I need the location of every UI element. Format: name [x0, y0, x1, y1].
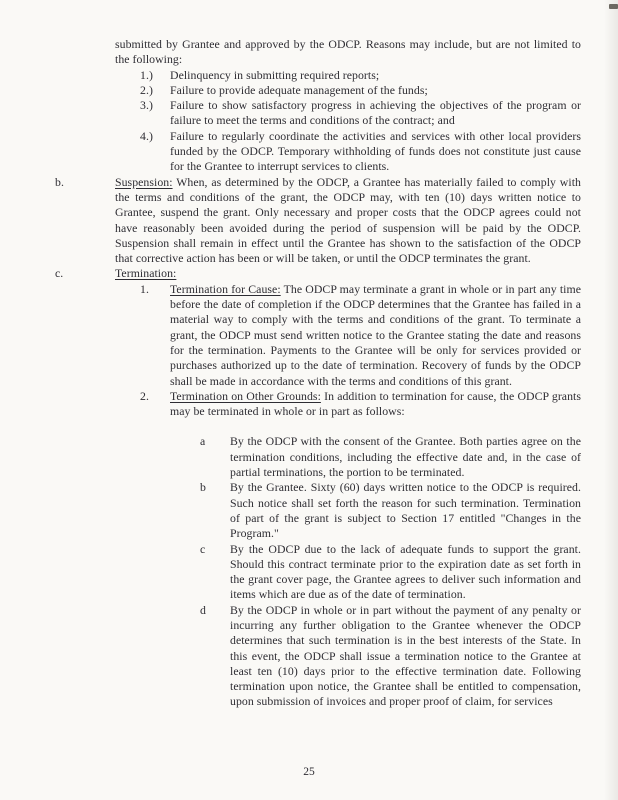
termination-cause-heading: Termination for Cause:	[170, 281, 281, 296]
list-marker: 1.)	[140, 67, 153, 82]
list-item-text: By the ODCP with the consent of the Grantee. Both parties agree on the termination conditions, including the effective date and, in the case of partial terminations, the portion to be terminated.	[230, 434, 581, 480]
list-item-text: By the ODCP in whole or in part without the payment of any penalty or incurring any further obligation to the Grantee whenever the ODCP determines that such termination is in the best interests of the State. In this event, the ODCP shall issue a termination notice to the Grantee at least ten (10) days prior to the effective termination date. Following termination upon notice, the Grantee shall be entitled to compensation, upon submission of invoices and proper proof of claim, for services	[230, 602, 581, 709]
scan-artifact	[609, 4, 618, 9]
list-item	[200, 542, 581, 603]
list-item-text: Failure to show satisfactory progress in achieving the objectives of the program or failure to meet the terms and conditions of the contract; and	[170, 98, 581, 128]
list-marker: c	[200, 541, 206, 556]
list-item-text	[170, 389, 581, 420]
list-item	[140, 98, 581, 129]
document-body	[55, 37, 582, 710]
list-item	[200, 603, 581, 710]
suspension-text: When, as determined by the ODCP, a Grantee has materially failed to comply with the terms and conditions of the grant, the ODCP may, with ten (10) days written notice to Grantee, suspend the grant. Only necessary and proper costs that the ODCP agrees could not have reasonably been avoided during the period of suspension will be paid by the ODCP. Suspension shall remain in effect until the Grantee has shown to the satisfaction of the ODCP that corrective action has been or will be taken, or until the ODCP terminates the grant.	[115, 174, 581, 266]
list-item	[140, 68, 581, 83]
reasons-list	[140, 68, 581, 175]
scan-edge-shade	[604, 0, 618, 800]
section-marker: b.	[55, 174, 64, 189]
list-item-text: Failure to provide adequate management of the funds;	[170, 82, 428, 97]
termination-other-text: In addition to termination for cause, the ODCP grants may be terminated in whole or in part as follows:	[170, 388, 582, 419]
list-item-text	[170, 282, 581, 389]
termination-other-heading: Termination on Other Grounds:	[170, 388, 321, 403]
termination-heading: Termination:	[115, 266, 177, 281]
termination-list	[140, 282, 581, 420]
section-termination	[55, 266, 582, 709]
list-marker: b	[200, 480, 206, 495]
page-number: 25	[303, 765, 315, 778]
termination-heading-line	[115, 266, 581, 281]
list-item-text: By the ODCP due to the lack of adequate funds to support the grant. Should this contract terminate prior to the expiration date as set forth in the grant cover page, the Grantee agrees to deliver such information and items which are due as of the date of termination.	[230, 541, 581, 602]
list-item	[140, 282, 581, 389]
list-marker: 2.	[140, 388, 149, 403]
termination-grounds-list	[200, 434, 581, 709]
list-item	[200, 434, 581, 480]
list-marker: a	[200, 434, 206, 449]
list-item-text: Failure to regularly coordinate the activities and services with other local providers funded by the ODCP. Temporary withholding of funds does not constitute just cause for the Grantee to interrupt services to clients.	[170, 128, 581, 174]
list-marker: 3.)	[140, 98, 153, 113]
list-marker: 4.)	[140, 128, 153, 143]
list-marker: 2.)	[140, 82, 153, 97]
section-marker: c.	[55, 266, 64, 281]
section-suspension	[55, 174, 581, 267]
list-item-text: Delinquency in submitting required reports;	[170, 67, 380, 82]
list-item	[140, 389, 581, 420]
list-item-text: By the Grantee. Sixty (60) days written notice to the ODCP is required. Such notice shall set forth the reason for such termination. Termination of part of the grant is subject to Section 17 entitled "Changes in the Program."	[230, 480, 581, 541]
suspension-paragraph	[115, 175, 581, 267]
list-item	[140, 129, 581, 175]
list-marker: d	[200, 602, 206, 617]
list-item	[140, 83, 581, 98]
intro-paragraph: submitted by Grantee and approved by the ODCP. Reasons may include, but are not limited to the following:	[115, 37, 581, 67]
list-marker: 1.	[140, 281, 149, 296]
suspension-heading: Suspension:	[115, 174, 173, 189]
list-item	[200, 480, 581, 541]
termination-cause-text: The ODCP may terminate a grant in whole or in part any time before the date of completion if the ODCP determines that the Grantee has failed in a material way to comply with the terms and conditions of the grant. To terminate a grant, the ODCP must send written notice to the Grantee stating the date and reasons for the termination. Payments to the Grantee will be only for services provided or purchases authorized up to the date of termination. Recovery of funds by the ODCP shall be made in accordance with the terms and conditions of this grant.	[170, 281, 581, 388]
